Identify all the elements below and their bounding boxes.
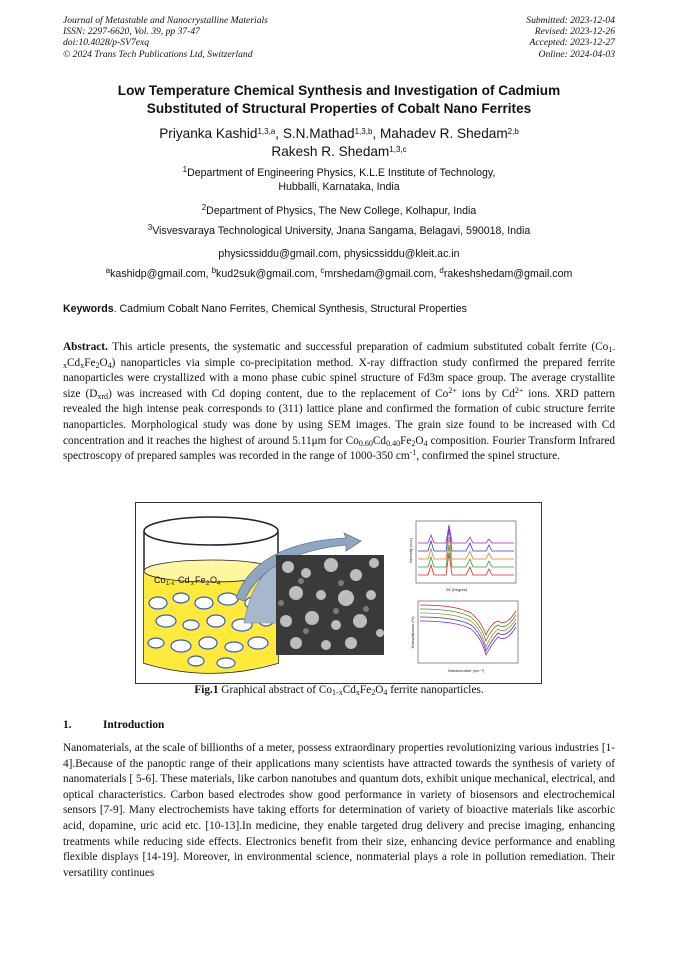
header-left	[63, 15, 268, 60]
issn: ISSN: 2297-6620, Vol. 39, pp 37-47	[63, 26, 200, 38]
svg-text:O: O	[210, 575, 218, 585]
introduction-paragraph: Nanomaterials, at the scale of billionths of a meter, possess extraordinary properties revolutionizing various industries [1-4].Because of the panoptic range of their applications many scientists have attracted towards the synthesis of variety of nanomaterials [ 5-6]. These materials, like carbon nanotubes and quantum dots, exhibit unique mechanical, electrical, and optical characteristics. Carbon based electrodes show good performance in variety of biosensors and electrochemical sensors [7-9]. Many electrochemists have taking efforts for determination of variety of bioactive materials like ascorbic acid, dopamine, uric acid etc. [10-13].In medicine, they enable targeted drug delivery and precise imaging, enhancing treatments while reducing side effects. Electronics benefit from their size, enhancing device performance and enabling flexible displays [14-19]. Moreover, in environmental science, nonmaterial plays a role in pollution remediation. Their versatility continues	[63, 742, 615, 879]
email-link[interactable]: rakeshshedam@gmail.com	[443, 268, 573, 280]
email-link[interactable]: kud2suk@gmail.com	[216, 268, 315, 280]
keywords	[63, 303, 615, 315]
xrd-plot	[408, 521, 516, 592]
title-line-1: Low Temperature Chemical Synthesis and Investigation of Cadmium	[117, 83, 561, 98]
affiliation-1: $^1$Department of Engineering Physics, K.L.E Institute of Technology, Hubballi, Karnataka, India	[182, 165, 496, 193]
graphical-abstract-figure	[135, 502, 542, 684]
title-line-2: Substituted of Structural Properties of Cobalt Nano Ferrites	[146, 101, 532, 116]
keywords-text: . Cadmium Cobalt Nano Ferrites, Chemical Synthesis, Structural Properties	[113, 303, 467, 315]
abstract: Abstract. This article presents, the systematic and successful preparation of cadmium substituted cobalt ferrite $(Co_{1-x}Cd_xFe_2O_4)$ nanoparticles via simple co-precipitation method. X-ray diffraction study confirmed the prepared ferrite nanoparticles were crystallized with a mono phase cubic spinel structure of Fd3m space group. The average crystallite size $(D_{xrd})$ was increased with Cd doping content, due to the replacement of $Co^{2+}$ ions by $Cd^{2+}$ ions. XRD pattern revealed the high intense peak corresponds to (311) lattice plane and confirmed the formation of cubic structure ferrite nanoparticles. Morphological study was done by using SEM images. The grain size found to be increased with Cd concentration and it reaches the highest of around 5.11μm for $Co_{0.60}Cd_{0.40}Fe_2O_4$ composition. Fourier Transform Infrared spectroscopy of prepared samples was recorded in the range of 1000-350 $cm^{-1}$, confirmed the spinel structure.	[63, 341, 616, 463]
abstract-label: Abstract.	[63, 341, 108, 353]
caption-label: Fig.1	[194, 684, 219, 696]
author-name: Mahadev R. Shedam	[379, 126, 508, 141]
svg-text:4: 4	[217, 581, 221, 587]
beaker-label: Co	[154, 575, 166, 585]
xrd-x-axis-label: 2θ (Degree)	[446, 587, 468, 592]
section-number: 1.	[63, 719, 72, 731]
author-name: Priyanka Kashid	[159, 126, 258, 141]
affiliation-2: $^2$Department of Physics, The New College, Kolhapur, India	[201, 203, 477, 217]
ftir-x-axis-label: Wavenumber (cm⁻¹)	[448, 668, 485, 673]
graphical-abstract-svg	[136, 503, 541, 683]
author-sup: 1,3,c	[389, 145, 407, 154]
revised-date: Revised: 2023-12-26	[534, 26, 615, 38]
svg-text:Fe: Fe	[195, 575, 206, 585]
svg-text:1-x: 1-x	[166, 581, 175, 587]
xrd-y-axis-label: Intensity (a.u.)	[408, 537, 413, 563]
affiliation-3: $^3$Visvesvaraya Technological University, Jnana Sangama, Belagavi, 590018, India	[147, 223, 531, 237]
submitted-date: Submitted: 2023-12-04	[526, 15, 615, 26]
author-sup: 2,b	[507, 127, 519, 136]
paper-title	[60, 82, 618, 118]
online-date: Online: 2024-04-03	[538, 48, 615, 60]
svg-text:x: x	[191, 581, 194, 587]
header-right	[526, 15, 615, 60]
accepted-date: Accepted: 2023-12-27	[529, 37, 615, 49]
sem-image	[276, 555, 384, 655]
svg-text:Cd: Cd	[178, 575, 190, 585]
author-name: S.N.Mathad	[282, 126, 355, 141]
email-link[interactable]: mrshedam@gmail.com	[324, 268, 434, 280]
ftir-plot	[410, 601, 518, 673]
author-emails: $^a$kashidp@gmail.com, $^b$kud2suk@gmail.com, $^c$mrshedam@gmail.com, $^d$rakeshshedam@gmail.com	[105, 266, 573, 280]
author-sup: 1,3,a	[257, 127, 276, 136]
doi: doi:10.4028/p-SV7exq	[63, 37, 150, 49]
figure-caption: Fig.1 Graphical abstract of $Co_{1-x}Cd_xFe_2O_4$ ferrite nanoparticles.	[194, 684, 484, 697]
general-emails: physicssiddu@gmail.com, physicssiddu@kleit.ac.in	[218, 248, 460, 260]
section-title: Introduction	[103, 719, 165, 731]
svg-text:2: 2	[206, 581, 210, 587]
author-list: Priyanka Kashid$^{1,3,a}$, S.N.Mathad$^{1,3,b}$, Mahadev R. Shedam$^{2,b}$ Rakesh R. Shedam$^{1,3,c}$	[159, 126, 519, 159]
copyright: © 2024 Trans Tech Publications Ltd, Switzerland	[63, 48, 253, 60]
email-link[interactable]: kashidp@gmail.com	[110, 268, 206, 280]
journal-name: Journal of Metastable and Nanocrystalline Materials	[63, 15, 268, 26]
keywords-label: Keywords	[63, 303, 114, 315]
author-sup: 1,3,b	[354, 127, 373, 136]
author-name: Rakesh R. Shedam	[271, 144, 390, 159]
ftir-y-axis-label: Transmittance (%)	[410, 616, 415, 649]
section-heading-introduction	[63, 719, 164, 731]
